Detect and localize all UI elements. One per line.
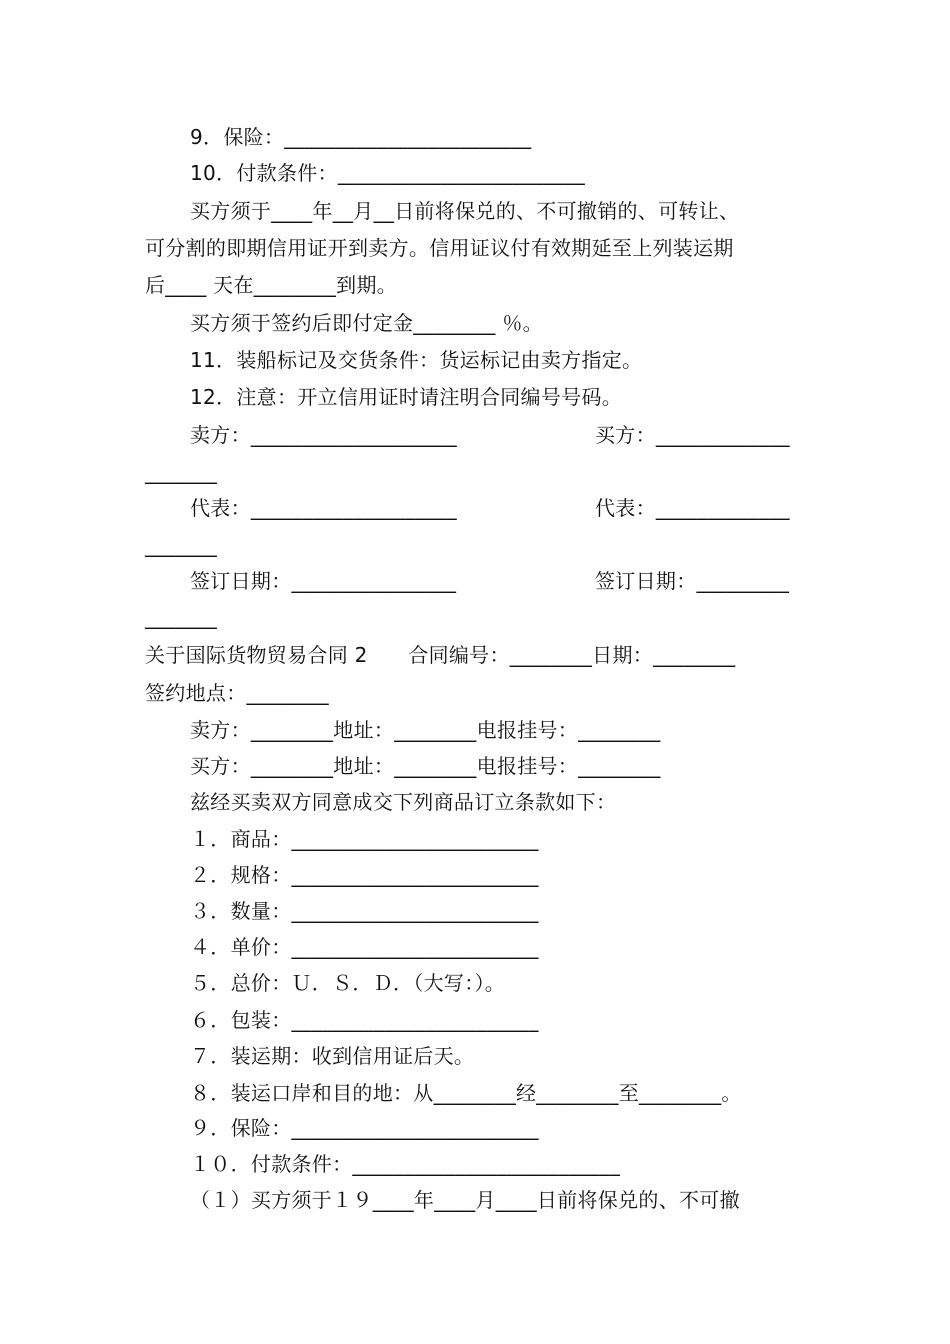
text-line-27: ５．总价：Ｕ．Ｓ．Ｄ．（大写：）。: [190, 971, 506, 995]
text-line-9: 卖方：____________________: [190, 423, 457, 447]
text-line-16: 签订日期：_________: [595, 569, 790, 593]
text-line-4: 可分割的即期信用证开到卖方。信用证议付有效期延至上列装运期: [145, 236, 734, 260]
text-line-8: 12．注意：开立信用证时请注明合同编号号码。: [190, 385, 623, 409]
text-line-2: 10．付款条件：________________________: [190, 161, 586, 185]
text-line-21: 买方：________地址：________电报挂号：________: [190, 754, 661, 778]
text-line-32: １０．付款条件：__________________________: [190, 1152, 621, 1176]
text-line-6: 买方须于签约后即付定金________ ％。: [190, 311, 543, 335]
text-line-11: _______: [145, 460, 218, 484]
text-line-25: ３．数量：________________________: [190, 899, 539, 923]
text-line-15: 签订日期：________________: [190, 569, 457, 593]
text-line-19: 签约地点：________: [145, 681, 329, 705]
text-line-26: ４．单价：________________________: [190, 935, 539, 959]
text-line-18: 关于国际货物贸易合同 2 合同编号：________日期：________: [145, 643, 736, 667]
text-line-29: ７．装运期：收到信用证后天。: [190, 1044, 475, 1068]
text-line-12: 代表：____________________: [190, 496, 457, 520]
text-line-30: ８．装运口岸和目的地：从________经________至________。: [190, 1081, 742, 1105]
text-line-17: _______: [145, 605, 218, 629]
text-line-31: ９．保险：________________________: [190, 1116, 539, 1140]
text-line-5: 后____ 天在________到期。: [145, 273, 398, 297]
text-line-7: 11．装船标记及交货条件：货运标记由卖方指定。: [190, 348, 643, 372]
text-line-23: １．商品：________________________: [190, 827, 539, 851]
text-line-33: （１）买方须于１９____年____月____日前将保兑的、不可撤: [190, 1188, 740, 1212]
text-line-3: 买方须于____年__月__日前将保兑的、不可撤销的、可转让、: [190, 199, 740, 223]
text-line-20: 卖方：________地址：________电报挂号：________: [190, 718, 661, 742]
text-line-1: 9．保险：________________________: [190, 125, 532, 149]
text-line-22: 兹经买卖双方同意成交下列商品订立条款如下：: [190, 790, 617, 814]
text-line-13: 代表：_____________: [595, 496, 790, 520]
text-line-10: 买方：_____________: [595, 423, 790, 447]
text-line-24: ２．规格：________________________: [190, 863, 539, 887]
text-line-14: _______: [145, 533, 218, 557]
text-line-28: ６．包装：________________________: [190, 1008, 539, 1032]
